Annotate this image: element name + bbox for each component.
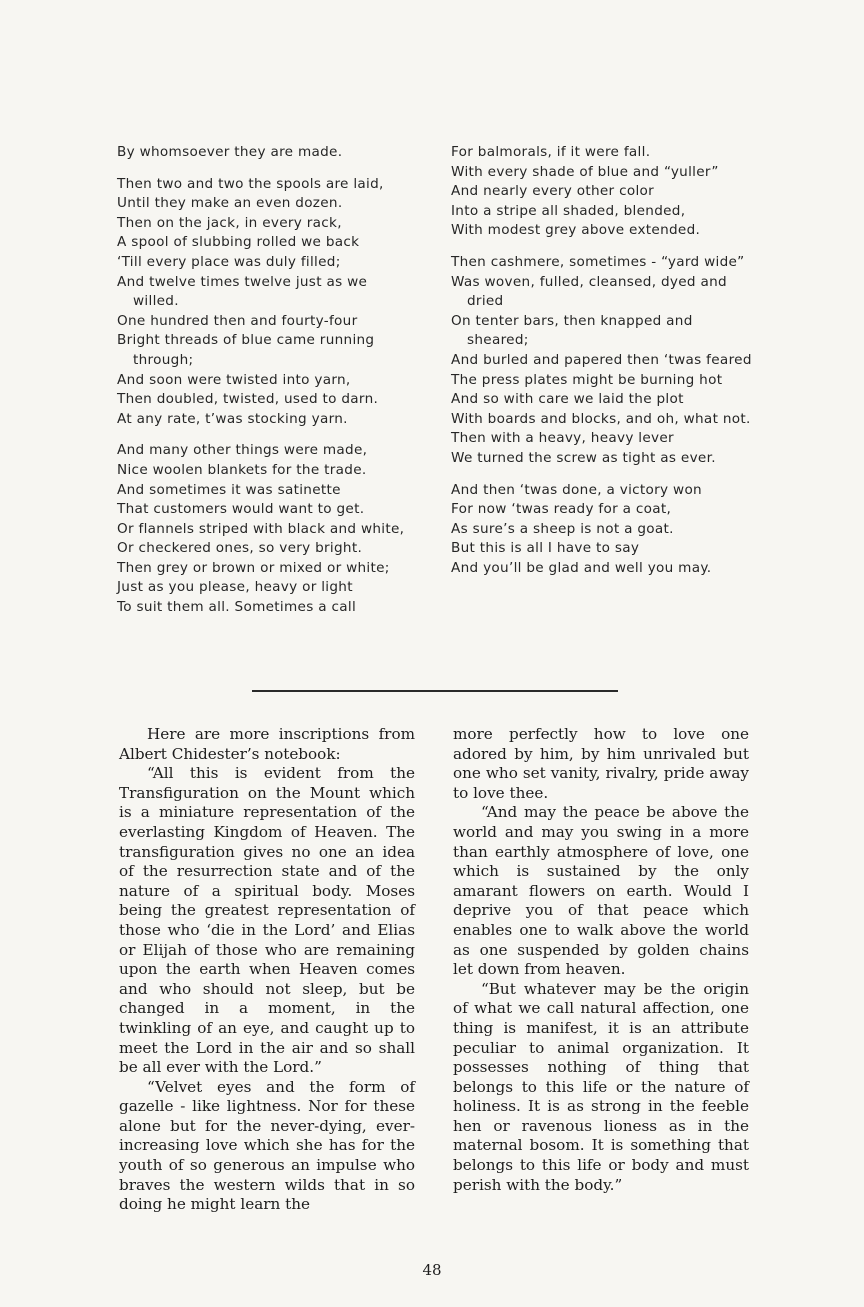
poem-line: And burled and papered then ‘twas feared [451, 351, 752, 368]
section-divider [252, 690, 618, 692]
poem-line: By whomsoever they are made. [117, 144, 343, 160]
poem-line: And nearly every other color [451, 183, 655, 200]
poem-line: And you’ll be glad and well you may. [451, 559, 712, 576]
poem-line: Just as you please, heavy or light [117, 579, 353, 596]
page-number: 48 [422, 1261, 442, 1279]
poem-line: For now ‘twas ready for a coat, [451, 501, 672, 518]
poem-line: Or flannels striped with black and white, [117, 520, 405, 537]
poem-stanza [117, 143, 417, 163]
poem-line: Then grey or brown or mixed or white; [117, 559, 390, 576]
poem-line: With modest grey above extended. [451, 222, 701, 239]
poem-stanza [117, 441, 417, 617]
poem-line: With every shade of blue and “yuller” [451, 163, 719, 180]
poem-stanza [451, 253, 756, 469]
poem-line: Then two and two the spools are laid, [117, 175, 384, 192]
poem-line: Into a stripe all shaded, blended, [451, 202, 686, 219]
poem-left-column [117, 143, 417, 630]
poem-line: Then doubled, twisted, used to darn. [117, 391, 379, 408]
poem-line: To suit them all. Sometimes a call [117, 599, 357, 616]
poem-line: One hundred then and fourty-four [117, 312, 358, 329]
poem-line: Then on the jack, in every rack, [117, 214, 342, 231]
prose-paragraph: more perfectly how to love one adored by him, by him unrivaled but one who set vanity, rivalry, pride away to love thee. [453, 725, 749, 802]
poem-line: And so with care we laid the plot [451, 391, 684, 408]
poem-line: And soon were twisted into yarn, [117, 371, 351, 388]
prose-paragraph: Here are more inscriptions from Albert Chidester’s notebook: [119, 725, 415, 763]
poem-line: And many other things were made, [117, 442, 368, 459]
poem-right-column [451, 143, 756, 590]
poem-line: And twelve times twelve just as we willed. [117, 273, 368, 310]
poem-line: ‘Till every place was duly filled; [117, 253, 341, 270]
poem-line: A spool of slubbing rolled we back [117, 234, 360, 251]
poem-line: On tenter bars, then knapped and sheared; [451, 312, 693, 349]
prose-paragraph: “All this is evident from the Transfiguration on the Mount which is a miniature representation of the everlasting Kingdom of Heaven. The transfiguration gives no one an idea of the resurrection state and of the nature of a spiritual body. Moses being the greatest representation of those who ‘die in the Lord’ and Elias or Elijah of those who are remaining upon the earth when Heaven comes and who should not sleep, but be changed in a moment, in the twinkling of an eye, and caught up to meet the Lord in the air and so shall be all ever with the Lord.” [119, 764, 415, 1077]
poem-line: At any rate, t’was stocking yarn. [117, 410, 348, 427]
poem-line: As sure’s a sheep is not a goat. [451, 520, 674, 537]
poem-line: And then ‘twas done, a victory won [451, 481, 702, 498]
poem-line: With boards and blocks, and oh, what not. [451, 410, 751, 427]
poem-line: We turned the screw as tight as ever. [451, 449, 716, 466]
prose-paragraph: “Velvet eyes and the form of gazelle - like lightness. Nor for these alone but for the never-dying, ever-increasing love which she has for the youth of so generous an impulse who braves the western wilds that in so doing he might learn the [119, 1077, 415, 1214]
poem-line: Then with a heavy, heavy lever [451, 430, 674, 447]
poem-line: Or checkered ones, so very bright. [117, 540, 363, 557]
prose-paragraph: “But whatever may be the origin of what we call natural affection, one thing is manifest, it is an attribute peculiar to animal organization. It possesses nothing of thing that belongs to this life or the nature of holiness. It is as strong in the feeble hen or ravenous lioness as in the maternal bosom. It is something that belongs to this life or body and must perish with the body.” [453, 979, 749, 1194]
poem-line: Nice woolen blankets for the trade. [117, 461, 367, 478]
poem-line: For balmorals, if it were fall. [451, 144, 651, 160]
poem-line: Until they make an even dozen. [117, 195, 343, 212]
prose-left-column [119, 725, 415, 1215]
prose-right-column [453, 725, 749, 1195]
prose-paragraph: “And may the peace be above the world and may you swing in a more than earthly atmosphere of love, one which is sustained by the only amarant flowers on earth. Would I deprive you of that peace which enables one to walk above the world as one suspended by golden chains let down from heaven. [453, 803, 749, 979]
poem-line: Bright threads of blue came running through; [117, 332, 375, 368]
poem-line: The press plates might be burning hot [451, 371, 723, 388]
poem-stanza [451, 481, 756, 579]
poem-line: And sometimes it was satinette [117, 481, 341, 498]
poem-stanza [117, 175, 417, 430]
poem-line: That customers would want to get. [117, 501, 365, 518]
poem-line: Then cashmere, sometimes - “yard wide” [451, 253, 745, 270]
poem-line: Was woven, fulled, cleansed, dyed and dried [451, 273, 727, 310]
poem-stanza [451, 143, 756, 241]
poem-line: But this is all I have to say [451, 540, 640, 557]
